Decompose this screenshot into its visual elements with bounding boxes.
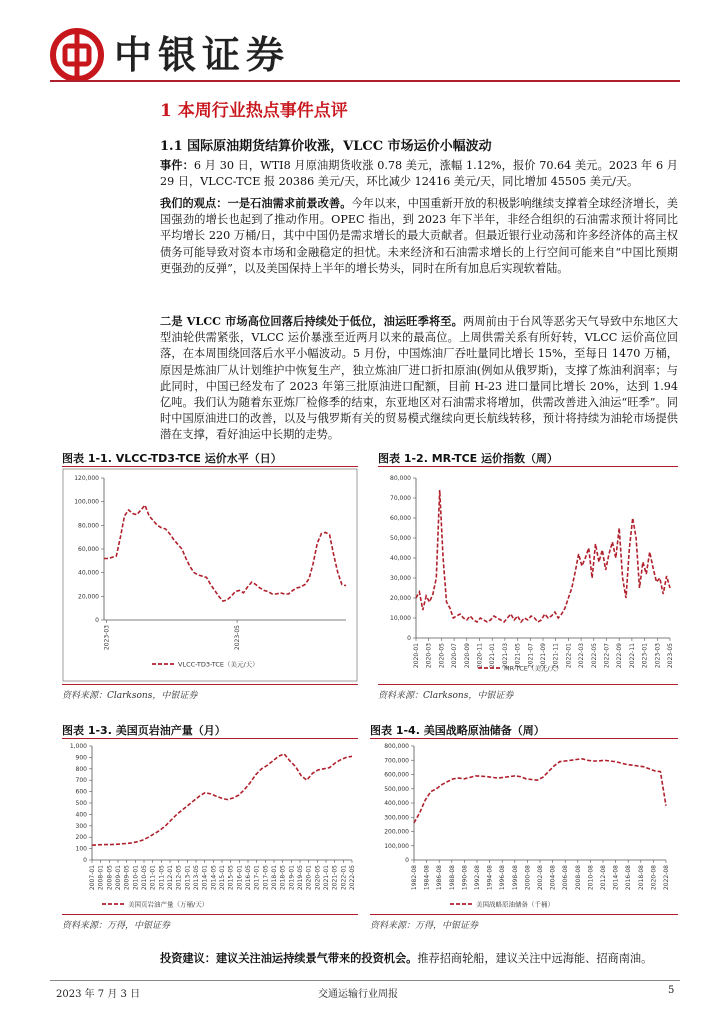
- y-tick-label: 0: [83, 857, 87, 864]
- x-tick-label: 2023-03: [103, 625, 111, 651]
- x-tick-label: 2000-08: [524, 865, 532, 891]
- investment-advice-label: 投资建议：建议关注油运持续景气带来的投资机会。: [160, 951, 418, 965]
- x-tick-label: 2022-01: [340, 865, 348, 891]
- y-tick-label: 500,000: [384, 785, 409, 793]
- x-tick-label: 2010-01: [132, 865, 140, 891]
- y-tick-label: 800,000: [384, 743, 409, 750]
- y-tick-label: 700: [75, 777, 87, 785]
- x-tick-label: 2008-08: [574, 865, 582, 891]
- y-tick-label: 60,000: [390, 515, 411, 522]
- y-tick-label: 0: [95, 617, 99, 624]
- x-tick-label: 1992-08: [474, 865, 481, 891]
- x-tick-label: 1988-08: [448, 865, 456, 891]
- x-tick-label: 2021-07: [527, 643, 535, 669]
- x-tick-label: 2020-08: [650, 865, 658, 891]
- x-tick-label: 2012-08: [600, 865, 607, 891]
- figure-1-rule: [62, 466, 358, 467]
- x-tick-label: 2022-08: [663, 865, 670, 891]
- x-tick-label: 2016-01: [236, 865, 244, 891]
- figure-2-title: 图表 1-2. MR-TCE 运价指数（周）: [378, 452, 558, 465]
- y-tick-label: 80,000: [78, 522, 99, 530]
- y-tick-label: 600: [75, 788, 87, 796]
- x-tick-label: 2008-05: [106, 865, 114, 891]
- y-tick-label: 30,000: [390, 575, 411, 582]
- x-tick-label: 2014-05: [210, 865, 218, 891]
- y-tick-label: 40,000: [78, 569, 99, 577]
- figure-1-bottom-rule: [62, 684, 358, 685]
- series-line: [416, 490, 670, 622]
- figure-4-title: 图表 1-4. 美国战略原油储备（周）: [370, 724, 545, 737]
- y-tick-label: 60,000: [78, 546, 99, 553]
- x-tick-label: 1990-08: [461, 865, 469, 891]
- footer-date: 2023 年 7 月 3 日: [56, 989, 141, 1000]
- chart-mr-tce: [378, 468, 678, 682]
- second-text: 两周前由于台风等恶劣天气导致中东地区大型油轮供需紧张，VLCC 运价暴涨至近两月以来的最高位。上周供需关系有所好转，VLCC 运价高位回落，在本周围绕回落后水平小幅波动。5 月份，中国炼油厂吞吐量同比增长 15%，至每日 1470 万桶，原因是炼油厂从计划维护中恢复生产，独立炼油厂进口折扣原油(例如从俄罗斯)，支撑了炼油利润率；与此同时，中国已经发布了 2023 年第三批原油进口配额，目前 H-23 进口量同比增长 20%，达到 1.94 亿吨。我们认为随着东亚炼厂检修季的结束，东亚地区对石油需求将增加，供需改善进入油运“旺季”。同时中国原油进口的改善，以及与俄罗斯有关的贸易模式继续向更长航线转移，预计将持续为油轮市场提供潜在支撑，看好油运中长期的走势。: [160, 315, 678, 442]
- x-tick-label: 2015-05: [227, 865, 235, 891]
- x-tick-label: 2023-05: [667, 643, 674, 669]
- x-tick-label: 2016-05: [245, 865, 252, 891]
- x-tick-label: 2020-07: [451, 643, 459, 669]
- x-tick-label: 2022-03: [578, 643, 586, 669]
- y-tick-label: 500: [75, 800, 87, 807]
- y-tick-label: 300,000: [384, 814, 409, 822]
- footer-page-number: 5: [668, 985, 675, 996]
- x-tick-label: 2022-01: [565, 643, 573, 669]
- subsection-title: 1.1 国际原油期货结算价收涨，VLCC 市场运价小幅波动: [160, 139, 492, 154]
- y-tick-label: 600,000: [384, 771, 409, 779]
- y-tick-label: 80,000: [390, 475, 411, 482]
- y-tick-label: 120,000: [74, 475, 99, 482]
- x-tick-label: 2014-01: [201, 865, 209, 891]
- figure-3-source: 资料来源：万得，中银证券: [62, 921, 171, 931]
- y-tick-label: 20,000: [390, 595, 411, 602]
- x-tick-label: 2019-01: [288, 865, 296, 891]
- x-tick-label: 2017-05: [262, 865, 270, 891]
- series-line: [104, 505, 346, 601]
- second-label: 二是 VLCC 市场高位回落后持续处于低位，油运旺季将至。: [160, 314, 463, 328]
- footer-divider: [50, 980, 680, 981]
- x-tick-label: 2021-09: [540, 643, 547, 669]
- x-tick-label: 2021-01: [489, 643, 497, 669]
- event-text: 6 月 30 日，WTI8 月原油期货收涨 0.78 美元，涨幅 1.12%，报价 70.64 美元。2023 年 6 月 29 日，VLCC-TCE 报 20386 美元/天，环比减少 12416 美元/天，同比增加 45505 美元/天。: [160, 159, 678, 189]
- y-tick-label: 40,000: [390, 555, 411, 562]
- figure-4-source: 资料来源：万得，中银证券: [370, 921, 479, 931]
- x-tick-label: 2022-05: [590, 643, 598, 669]
- figure-3-rule: [62, 738, 358, 739]
- x-tick-label: 2020-01: [305, 865, 313, 891]
- x-tick-label: 2020-03: [425, 643, 433, 669]
- figure-1-title: 图表 1-1. VLCC-TD3-TCE 运价水平（日）: [62, 452, 282, 465]
- x-tick-label: 2012-05: [175, 865, 183, 891]
- x-tick-label: 1996-08: [499, 865, 507, 891]
- header-divider: [50, 80, 680, 82]
- brand-name: 中银证券: [114, 33, 291, 77]
- figure-3-bottom-rule: [62, 914, 358, 915]
- bank-of-china-logo-icon: [50, 28, 104, 82]
- y-tick-label: 800: [75, 765, 87, 773]
- x-tick-label: 2020-11: [476, 643, 484, 669]
- x-tick-label: 2022-11: [628, 643, 636, 669]
- figure-1-source: 资料来源：Clarksons，中银证券: [62, 691, 198, 701]
- chart-vlcc-tce: [62, 468, 358, 682]
- figure-2-bottom-rule: [378, 684, 678, 685]
- event-label: 事件：: [160, 158, 194, 172]
- x-tick-label: 2021-05: [514, 643, 522, 669]
- legend-label: 美国战略原油储备（千桶）: [476, 900, 554, 909]
- x-tick-label: 2009-01: [115, 865, 122, 891]
- x-tick-label: 2018-05: [279, 865, 287, 891]
- x-tick-label: 2008-01: [97, 865, 105, 891]
- x-tick-label: 2020-09: [463, 643, 471, 669]
- y-tick-label: 100,000: [74, 498, 99, 506]
- x-tick-label: 2010-08: [587, 865, 595, 891]
- figure-3-title: 图表 1-3. 美国页岩油产量（月）: [62, 724, 226, 737]
- y-tick-label: 0: [407, 635, 411, 642]
- view-text: 今年以来，中国重新开放的积极影响继续支撑着全球经济增长，美国强劲的增长也起到了推动作用。OPEC 指出，到 2023 年下半年，非经合组织的石油需求预计将同比平均增长 220 万桶/日，其中中国仍是需求增长的最大贡献者。但最近银行业动荡和许多经济体的高主权债务可能导致对资本市场和金融稳定的担忧。未来经济和石油需求增长的上行空间可能来自“中国比预期更强劲的反弹”，以及美国保持上半年的增长势头，同时在所有加息后实现软着陆。: [160, 197, 678, 275]
- y-tick-label: 200: [75, 834, 87, 842]
- x-tick-label: 2006-08: [562, 865, 570, 891]
- series-line: [92, 754, 352, 845]
- x-tick-label: 2010-05: [141, 865, 148, 891]
- x-tick-label: 2007-01: [89, 865, 96, 891]
- x-tick-label: 2014-08: [612, 865, 620, 891]
- y-tick-label: 70,000: [390, 495, 411, 502]
- x-tick-label: 2021-01: [323, 865, 330, 891]
- y-tick-label: 100: [75, 845, 87, 853]
- y-tick-label: 200,000: [384, 828, 409, 836]
- legend-label: 美国页岩油产量（万桶/天）: [128, 900, 209, 909]
- series-line: [414, 759, 666, 823]
- figure-4-bottom-rule: [370, 914, 678, 915]
- view-paragraph: [160, 195, 678, 277]
- x-tick-label: 2015-01: [219, 865, 226, 891]
- y-tick-label: 900: [75, 754, 87, 762]
- x-tick-label: 2017-01: [253, 865, 261, 891]
- event-paragraph: [160, 157, 678, 190]
- x-tick-label: 1998-08: [511, 865, 519, 891]
- x-tick-label: 2022-05: [349, 865, 356, 891]
- x-tick-label: 2004-08: [549, 865, 557, 891]
- investment-advice-text: 推荐招商轮船，建议关注中远海能、招商南油。: [417, 952, 653, 965]
- figure-2-source: 资料来源：Clarksons，中银证券: [378, 691, 514, 701]
- x-tick-label: 2020-01: [413, 643, 420, 669]
- x-tick-label: 2009-05: [123, 865, 131, 891]
- x-tick-label: 2011-01: [149, 865, 157, 891]
- x-tick-label: 1982-08: [411, 865, 418, 891]
- x-tick-label: 2020-05: [438, 643, 446, 669]
- x-tick-label: 2021-11: [552, 643, 560, 669]
- x-tick-label: 2021-05: [331, 865, 339, 891]
- y-tick-label: 300: [75, 822, 87, 830]
- y-tick-label: 700,000: [384, 757, 409, 765]
- legend-label: MR-TCE（美元/天）: [504, 664, 563, 673]
- x-tick-label: 2012-01: [167, 865, 174, 891]
- chart-spr: [370, 740, 678, 912]
- y-tick-label: 100,000: [384, 842, 409, 850]
- x-tick-label: 1984-08: [423, 865, 431, 891]
- x-tick-label: 2021-03: [501, 643, 509, 669]
- x-tick-label: 2020-05: [314, 865, 322, 891]
- x-tick-label: 2002-08: [537, 865, 544, 891]
- y-tick-label: 1,000: [69, 743, 87, 750]
- view-label: 我们的观点：一是石油需求前景改善。: [160, 196, 352, 210]
- x-tick-label: 1994-08: [486, 865, 494, 891]
- x-tick-label: 2023-05: [234, 625, 242, 651]
- y-tick-label: 20,000: [78, 593, 99, 601]
- section-title: 1 本周行业热点事件点评: [160, 101, 348, 121]
- y-tick-label: 400,000: [384, 800, 409, 807]
- y-tick-label: 50,000: [390, 535, 411, 542]
- x-tick-label: 2011-05: [158, 865, 166, 891]
- x-tick-label: 2023-01: [641, 643, 649, 669]
- x-tick-label: 2022-07: [603, 643, 611, 669]
- x-tick-label: 2022-09: [616, 643, 624, 669]
- investment-advice: [160, 950, 652, 966]
- footer-title: 交通运输行业周报: [318, 989, 398, 1000]
- y-tick-label: 0: [405, 857, 409, 864]
- x-tick-label: 1986-08: [436, 865, 444, 891]
- y-tick-label: 10,000: [390, 615, 411, 622]
- x-tick-label: 2018-08: [637, 865, 645, 891]
- x-tick-label: 2019-05: [297, 865, 304, 891]
- figure-2-rule: [378, 466, 678, 467]
- x-tick-label: 2016-08: [625, 865, 633, 891]
- second-paragraph: [160, 313, 678, 444]
- x-tick-label: 2013-01: [184, 865, 192, 891]
- x-tick-label: 2013-05: [193, 865, 200, 891]
- legend-label: VLCC-TD3-TCE（美元/天）: [178, 660, 259, 669]
- x-tick-label: 2023-03: [654, 643, 662, 669]
- x-tick-label: 2018-01: [271, 865, 278, 891]
- chart-shale-oil: [62, 740, 358, 912]
- y-tick-label: 400: [75, 811, 87, 819]
- figure-4-rule: [370, 738, 678, 739]
